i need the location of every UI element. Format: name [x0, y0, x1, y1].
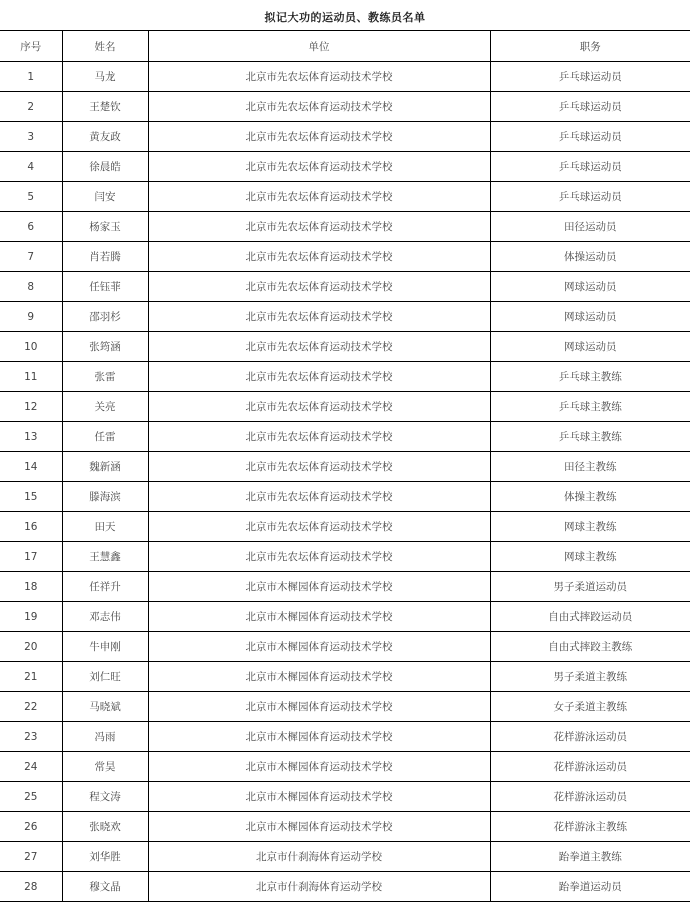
cell-name: 邓志伟: [62, 602, 148, 632]
cell-unit: 北京市木樨园体育运动技术学校: [148, 572, 490, 602]
table-row: [0, 362, 690, 392]
table-row: [0, 722, 690, 752]
cell-position: 乒乓球运动员: [490, 122, 690, 152]
cell-name: 杨家玉: [62, 212, 148, 242]
cell-unit: 北京市先农坛体育运动技术学校: [148, 272, 490, 302]
cell-name: 王楚钦: [62, 92, 148, 122]
cell-name: 关亮: [62, 392, 148, 422]
cell-position: 网球主教练: [490, 542, 690, 572]
cell-name: 邵羽杉: [62, 302, 148, 332]
cell-index: 11: [0, 362, 62, 392]
table-row: [0, 692, 690, 722]
cell-unit: 北京市先农坛体育运动技术学校: [148, 362, 490, 392]
cell-unit: 北京市先农坛体育运动技术学校: [148, 62, 490, 92]
cell-position: 乒乓球主教练: [490, 392, 690, 422]
cell-position: 网球运动员: [490, 272, 690, 302]
cell-name: 常昊: [62, 752, 148, 782]
cell-index: 20: [0, 632, 62, 662]
cell-unit: 北京市先农坛体育运动技术学校: [148, 392, 490, 422]
cell-position: 跆拳道主教练: [490, 842, 690, 872]
cell-unit: 北京市先农坛体育运动技术学校: [148, 212, 490, 242]
cell-index: 3: [0, 122, 62, 152]
table-row: [0, 842, 690, 872]
cell-name: 田天: [62, 512, 148, 542]
cell-unit: 北京市先农坛体育运动技术学校: [148, 512, 490, 542]
table-row: [0, 752, 690, 782]
cell-unit: 北京市什刹海体育运动学校: [148, 872, 490, 902]
roster-table: [0, 30, 690, 902]
cell-name: 张雷: [62, 362, 148, 392]
cell-index: 12: [0, 392, 62, 422]
cell-position: 田径主教练: [490, 452, 690, 482]
cell-position: 田径运动员: [490, 212, 690, 242]
header-row: [0, 31, 690, 62]
table-row: [0, 272, 690, 302]
cell-position: 花样游泳运动员: [490, 782, 690, 812]
table-row: [0, 62, 690, 92]
cell-position: 乒乓球主教练: [490, 362, 690, 392]
cell-position: 男子柔道主教练: [490, 662, 690, 692]
cell-unit: 北京市先农坛体育运动技术学校: [148, 422, 490, 452]
cell-unit: 北京市先农坛体育运动技术学校: [148, 242, 490, 272]
table-row: [0, 392, 690, 422]
cell-name: 张筠涵: [62, 332, 148, 362]
table-row: [0, 662, 690, 692]
cell-index: 5: [0, 182, 62, 212]
cell-name: 程文涛: [62, 782, 148, 812]
cell-index: 21: [0, 662, 62, 692]
table-row: [0, 872, 690, 902]
cell-position: 花样游泳运动员: [490, 722, 690, 752]
cell-name: 魏新涵: [62, 452, 148, 482]
cell-position: 网球主教练: [490, 512, 690, 542]
cell-position: 男子柔道运动员: [490, 572, 690, 602]
cell-index: 13: [0, 422, 62, 452]
cell-unit: 北京市木樨园体育运动技术学校: [148, 602, 490, 632]
table-row: [0, 632, 690, 662]
table-row: [0, 572, 690, 602]
table-row: [0, 332, 690, 362]
cell-name: 闫安: [62, 182, 148, 212]
cell-unit: 北京市先农坛体育运动技术学校: [148, 542, 490, 572]
cell-index: 26: [0, 812, 62, 842]
cell-position: 乒乓球运动员: [490, 182, 690, 212]
cell-unit: 北京市先农坛体育运动技术学校: [148, 332, 490, 362]
cell-position: 体操主教练: [490, 482, 690, 512]
cell-index: 27: [0, 842, 62, 872]
cell-index: 18: [0, 572, 62, 602]
table-row: [0, 92, 690, 122]
cell-unit: 北京市先农坛体育运动技术学校: [148, 152, 490, 182]
cell-index: 19: [0, 602, 62, 632]
cell-name: 滕海滨: [62, 482, 148, 512]
roster-body: [0, 62, 690, 902]
cell-unit: 北京市先农坛体育运动技术学校: [148, 452, 490, 482]
cell-index: 2: [0, 92, 62, 122]
table-row: [0, 182, 690, 212]
cell-position: 跆拳道运动员: [490, 872, 690, 902]
cell-index: 28: [0, 872, 62, 902]
cell-index: 1: [0, 62, 62, 92]
cell-unit: 北京市木樨园体育运动技术学校: [148, 662, 490, 692]
cell-position: 女子柔道主教练: [490, 692, 690, 722]
cell-position: 乒乓球运动员: [490, 152, 690, 182]
cell-name: 任钰菲: [62, 272, 148, 302]
cell-position: 网球运动员: [490, 302, 690, 332]
table-row: [0, 512, 690, 542]
table-row: [0, 452, 690, 482]
cell-name: 任祥升: [62, 572, 148, 602]
cell-name: 肖若腾: [62, 242, 148, 272]
cell-name: 穆文晶: [62, 872, 148, 902]
table-row: [0, 212, 690, 242]
table-row: [0, 302, 690, 332]
cell-name: 马龙: [62, 62, 148, 92]
cell-index: 22: [0, 692, 62, 722]
cell-name: 张晓欢: [62, 812, 148, 842]
cell-name: 任雷: [62, 422, 148, 452]
cell-position: 花样游泳主教练: [490, 812, 690, 842]
table-row: [0, 602, 690, 632]
cell-index: 14: [0, 452, 62, 482]
cell-index: 10: [0, 332, 62, 362]
cell-index: 17: [0, 542, 62, 572]
cell-index: 24: [0, 752, 62, 782]
cell-index: 6: [0, 212, 62, 242]
cell-position: 乒乓球运动员: [490, 62, 690, 92]
cell-index: 16: [0, 512, 62, 542]
header-index: 序号: [0, 31, 62, 62]
cell-position: 网球运动员: [490, 332, 690, 362]
table-row: [0, 122, 690, 152]
cell-unit: 北京市木樨园体育运动技术学校: [148, 692, 490, 722]
cell-name: 王慧鑫: [62, 542, 148, 572]
cell-unit: 北京市木樨园体育运动技术学校: [148, 782, 490, 812]
cell-unit: 北京市先农坛体育运动技术学校: [148, 302, 490, 332]
cell-position: 乒乓球主教练: [490, 422, 690, 452]
cell-index: 7: [0, 242, 62, 272]
table-row: [0, 482, 690, 512]
table-row: [0, 812, 690, 842]
cell-name: 牛申刚: [62, 632, 148, 662]
header-position: 职务: [490, 31, 690, 62]
cell-index: 25: [0, 782, 62, 812]
cell-unit: 北京市木樨园体育运动技术学校: [148, 812, 490, 842]
cell-name: 刘仁旺: [62, 662, 148, 692]
cell-name: 黄友政: [62, 122, 148, 152]
cell-unit: 北京市什刹海体育运动学校: [148, 842, 490, 872]
cell-name: 刘华胜: [62, 842, 148, 872]
cell-unit: 北京市木樨园体育运动技术学校: [148, 632, 490, 662]
cell-unit: 北京市先农坛体育运动技术学校: [148, 482, 490, 512]
header-name: 姓名: [62, 31, 148, 62]
cell-position: 花样游泳运动员: [490, 752, 690, 782]
cell-unit: 北京市先农坛体育运动技术学校: [148, 182, 490, 212]
cell-unit: 北京市先农坛体育运动技术学校: [148, 92, 490, 122]
cell-position: 乒乓球运动员: [490, 92, 690, 122]
cell-index: 9: [0, 302, 62, 332]
cell-index: 4: [0, 152, 62, 182]
table-row: [0, 782, 690, 812]
table-row: [0, 152, 690, 182]
document-title: 拟记大功的运动员、教练员名单: [264, 11, 426, 24]
cell-name: 冯雨: [62, 722, 148, 752]
cell-unit: 北京市木樨园体育运动技术学校: [148, 722, 490, 752]
cell-index: 15: [0, 482, 62, 512]
table-row: [0, 542, 690, 572]
cell-position: 体操运动员: [490, 242, 690, 272]
cell-unit: 北京市木樨园体育运动技术学校: [148, 752, 490, 782]
cell-name: 马晓斌: [62, 692, 148, 722]
table-row: [0, 422, 690, 452]
cell-name: 徐晨皓: [62, 152, 148, 182]
table-row: [0, 242, 690, 272]
cell-position: 自由式摔跤运动员: [490, 602, 690, 632]
cell-index: 8: [0, 272, 62, 302]
cell-index: 23: [0, 722, 62, 752]
header-unit: 单位: [148, 31, 490, 62]
cell-position: 自由式摔跤主教练: [490, 632, 690, 662]
cell-unit: 北京市先农坛体育运动技术学校: [148, 122, 490, 152]
